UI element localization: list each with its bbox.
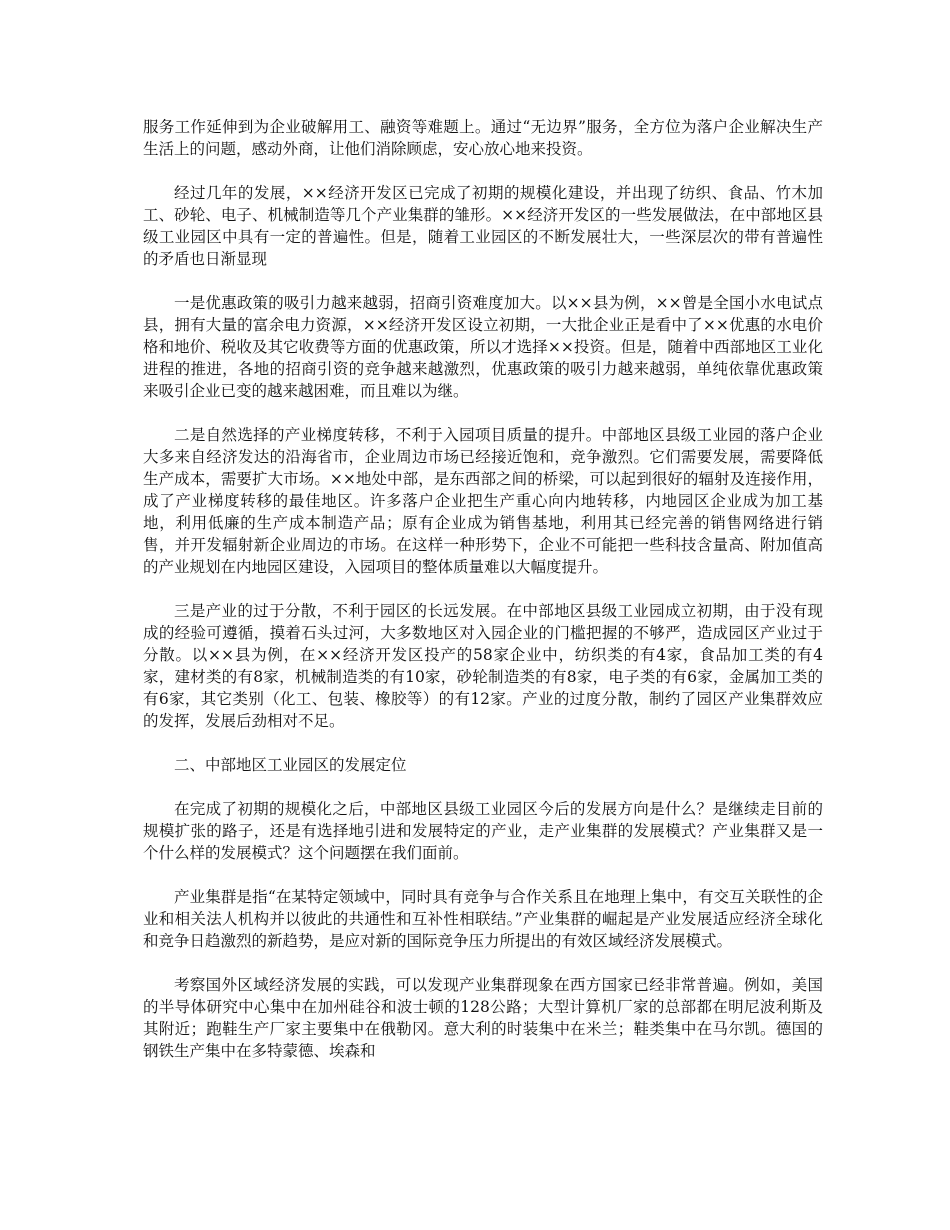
paragraph-foreign-examples: 考察国外区域经济发展的实践，可以发现产业集群现象在西方国家已经非常普遍。例如，美国的半导体研究中心集中在加州硅谷和波士顿的128公路；大型计算机厂家的总部都在明尼波利斯及其附近；跑鞋生产厂家主要集中在俄勒冈。意大利的时装集中在米兰；鞋类集中在马尔凯。德国的钢铁生产集中在多特蒙德、埃森和 (143, 976, 823, 1060)
document-body (143, 116, 823, 1084)
paragraph-issue-three: 三是产业的过于分散，不利于园区的长远发展。在中部地区县级工业园成立初期，由于没有现成的经验可遵循，摸着石头过河，大多数地区对入园企业的门槛把握的不够严，造成园区产业过于分散。以××县为例，在××经济开发区投产的58家企业中，纺织类的有4家，食品加工类的有4家，建材类的有8家，机械制造类的有10家，砂轮制造类的有8家，电子类的有6家，金属加工类的有6家，其它类别（化工、包装、橡胶等）的有12家。产业的过度分散，制约了园区产业集群效应的发挥，发展后劲相对不足。 (143, 602, 823, 730)
section-heading: 二、中部地区工业园区的发展定位 (174, 756, 407, 774)
paragraph-direction-question: 在完成了初期的规模化之后，中部地区县级工业园区今后的发展方向是什么？是继续走目前的规模扩张的路子，还是有选择地引进和发展特定的产业，走产业集群的发展模式？产业集群又是一个什么样的发展模式？这个问题摆在我们面前。 (143, 800, 823, 862)
paragraph-continuation: 服务工作延伸到为企业破解用工、融资等难题上。通过“无边界”服务，全方位为落户企业解决生产生活上的问题，感动外商，让他们消除顾虑，安心放心地来投资。 (143, 118, 823, 158)
paragraph-development-overview: 经过几年的发展，××经济开发区已完成了初期的规模化建设，并出现了纺织、食品、竹木加工、砂轮、电子、机械制造等几个产业集群的雏形。××经济开发区的一些发展做法，在中部地区县级工业园区中具有一定的普遍性。但是，随着工业园区的不断发展壮大，一些深层次的带有普遍性的矛盾也日渐显现 (143, 184, 823, 268)
paragraph-issue-one: 一是优惠政策的吸引力越来越弱，招商引资难度加大。以××县为例，××曾是全国小水电试点县，拥有大量的富余电力资源，××经济开发区设立初期，一大批企业正是看中了××优惠的水电价格和地价、税收及其它收费等方面的优惠政策，所以才选择××投资。但是，随着中西部地区工业化进程的推进，各地的招商引资的竞争越来越激烈，优惠政策的吸引力越来越弱，单纯依靠优惠政策来吸引企业已变的越来越困难，而且难以为继。 (143, 294, 823, 400)
paragraph-issue-two: 二是自然选择的产业梯度转移，不利于入园项目质量的提升。中部地区县级工业园的落户企业大多来自经济发达的沿海省市，企业周边市场已经接近饱和，竞争激烈。它们需要发展，需要降低生产成本，需要扩大市场。××地处中部，是东西部之间的桥梁，可以起到很好的辐射及连接作用，成了产业梯度转移的最佳地区。许多落户企业把生产重心向内地转移，内地园区企业成为加工基地，利用低廉的生产成本制造产品；原有企业成为销售基地，利用其已经完善的销售网络进行销售，并开发辐射新企业周边的市场。在这样一种形势下，企业不可能把一些科技含量高、附加值高的产业规划在内地园区建设，入园项目的整体质量难以大幅度提升。 (143, 426, 823, 576)
paragraph-cluster-definition: 产业集群是指“在某特定领域中，同时具有竞争与合作关系且在地理上集中，有交互关联性的企业和相关法人机构并以彼此的共通性和互补性相联结。”产业集群的崛起是产业发展适应经济全球化和竞争日趋激烈的新趋势，是应对新的国际竞争压力所提出的有效区域经济发展模式。 (143, 888, 823, 950)
